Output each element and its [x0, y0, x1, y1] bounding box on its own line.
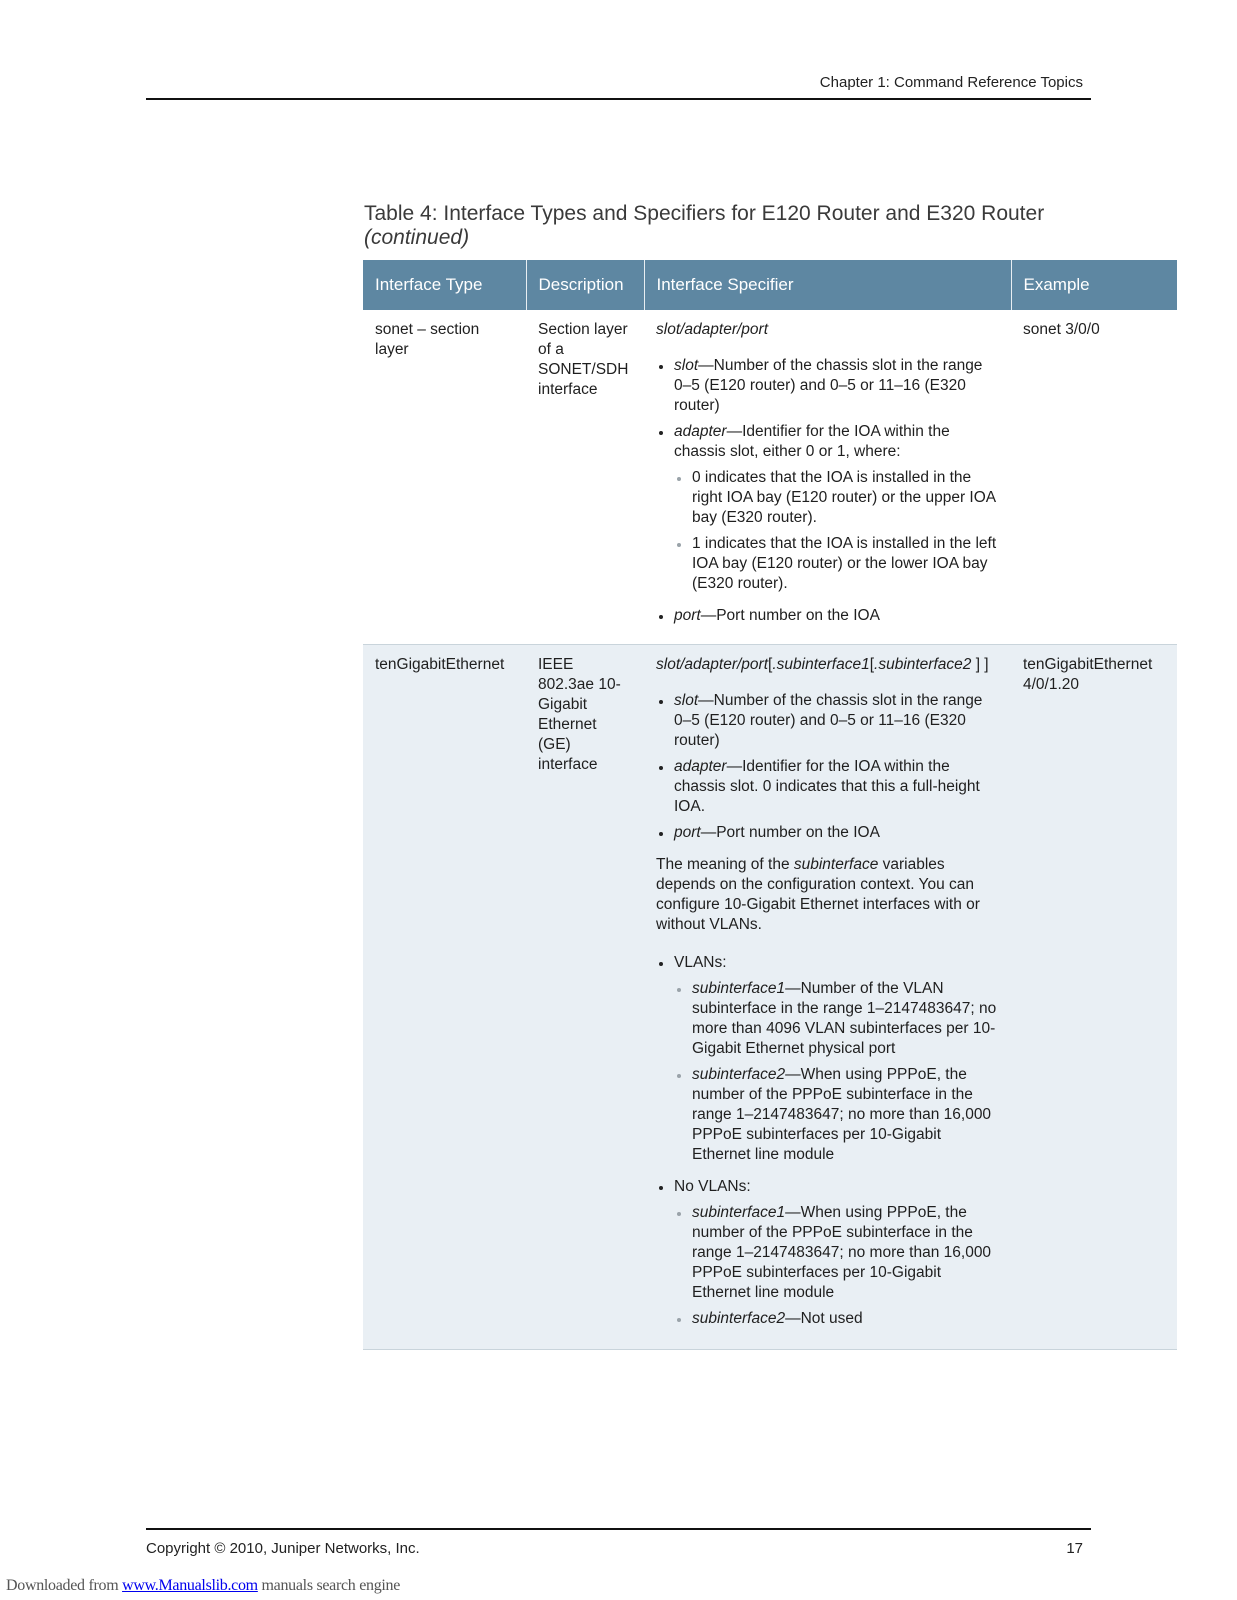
vlan-list [656, 953, 999, 1329]
example-cell: sonet 3/0/0 [1011, 310, 1177, 645]
sub-list-item [674, 1203, 999, 1303]
term: subinterface2 [692, 1066, 786, 1083]
caption-continued: (continued) [364, 226, 470, 249]
definition: —Not used [785, 1310, 863, 1327]
sub-list-item [674, 979, 999, 1059]
specifier-part: .subinterface2 [874, 656, 972, 673]
header-rule [146, 98, 1091, 100]
table-header-row [363, 260, 1177, 310]
definition: —Number of the chassis slot in the range 0–5 (E120 router) and 0–5 or 11–16 (E320 router) [674, 692, 983, 749]
list-item [656, 422, 999, 594]
sub-list [674, 1203, 999, 1329]
definition: —When using PPPoE, the number of the PPPoE subinterface in the range 1–2147483647; no more than 16,000 PPPoE subinterfaces per 10-Gigabit Ethernet line module [692, 1066, 992, 1163]
chapter-header: Chapter 1: Command Reference Topics [819, 74, 1083, 91]
page-number: 17 [1066, 1540, 1083, 1557]
column-header-interface-specifier: Interface Specifier [644, 260, 1011, 310]
specifier-syntax-text: slot/adapter/port [656, 321, 769, 338]
specifier-list [656, 691, 999, 843]
specifier-part: [ [768, 656, 773, 673]
interface-table [363, 260, 1177, 1350]
list-item [656, 606, 999, 626]
interface-type-cell: sonet – section layer [363, 310, 526, 645]
download-suffix: manuals search engine [257, 1577, 401, 1594]
sub-list [674, 468, 999, 594]
sub-list-item [674, 1065, 999, 1165]
no-vlans-label: No VLANs: [674, 1178, 751, 1195]
definition: —Port number on the IOA [700, 607, 880, 624]
column-header-example: Example [1011, 260, 1177, 310]
specifier-syntax [656, 320, 999, 340]
list-item [656, 356, 999, 416]
term: slot [674, 692, 699, 709]
specifier-part: [ [869, 656, 875, 673]
table-caption [364, 202, 1064, 250]
specifier-syntax [656, 655, 999, 675]
term: subinterface1 [692, 980, 786, 997]
specifier-cell [644, 310, 1011, 645]
list-item [656, 691, 999, 751]
definition: —Number of the chassis slot in the range 0–5 (E120 router) and 0–5 or 11–16 (E320 router) [674, 357, 983, 414]
sub-list [674, 979, 999, 1165]
para-term: subinterface [793, 856, 879, 873]
table-row [363, 645, 1177, 1350]
subinterface-paragraph [656, 855, 999, 935]
description-cell: Section layer of a SONET/SDH interface [526, 310, 644, 645]
download-banner [6, 1577, 400, 1595]
list-item [656, 757, 999, 817]
term: slot [674, 357, 699, 374]
definition: —Number of the VLAN subinterface in the range 1–2147483647; no more than 4096 VLAN subinterfaces per 10-Gigabit Ethernet physical port [692, 980, 997, 1057]
list-item [656, 1177, 999, 1329]
definition: —Port number on the IOA [700, 824, 880, 841]
term: port [674, 824, 701, 841]
term: subinterface1 [692, 1204, 786, 1221]
para-text: variables depends on the configuration context. You can configure 10-Gigabit Ethernet interfaces with or without VLANs. [656, 856, 980, 933]
specifier-part: ] ] [971, 656, 989, 673]
definition: —Identifier for the IOA within the chassis slot, either 0 or 1, where: [674, 423, 950, 460]
list-item [656, 823, 999, 843]
download-prefix: Downloaded from [6, 1577, 123, 1594]
column-header-interface-type: Interface Type [363, 260, 526, 310]
para-text: The meaning of the [656, 856, 794, 873]
column-header-description: Description [526, 260, 644, 310]
table-row [363, 310, 1177, 645]
specifier-list [656, 356, 999, 626]
term: adapter [674, 758, 727, 775]
term: subinterface2 [692, 1310, 786, 1327]
sub-list-item [674, 1309, 999, 1329]
definition: —When using PPPoE, the number of the PPPoE subinterface in the range 1–2147483647; no more than 16,000 PPPoE subinterfaces per 10-Gigabit Ethernet line module [692, 1204, 992, 1301]
sub-list-item: 1 indicates that the IOA is installed in the left IOA bay (E120 router) or the lower IOA bay (E320 router). [674, 534, 999, 594]
footer-rule [146, 1528, 1091, 1530]
sub-list-item: 0 indicates that the IOA is installed in the right IOA bay (E120 router) or the upper IOA bay (E320 router). [674, 468, 999, 528]
specifier-part: .subinterface1 [772, 656, 870, 673]
manualslib-link[interactable]: www.Manualslib.com [122, 1577, 258, 1594]
specifier-part: slot/adapter/port [656, 656, 769, 673]
vlans-label: VLANs: [674, 954, 727, 971]
term: port [674, 607, 701, 624]
example-cell: tenGigabitEthernet 4/0/1.20 [1011, 645, 1177, 1350]
definition: —Identifier for the IOA within the chassis slot. 0 indicates that this a full-height IOA. [674, 758, 980, 815]
copyright: Copyright © 2010, Juniper Networks, Inc. [146, 1540, 420, 1557]
specifier-cell [644, 645, 1011, 1350]
description-cell: IEEE 802.3ae 10-Gigabit Ethernet (GE) interface [526, 645, 644, 1350]
interface-type-cell: tenGigabitEthernet [363, 645, 526, 1350]
list-item [656, 953, 999, 1165]
term: adapter [674, 423, 727, 440]
caption-label: Table 4: Interface Types and Specifiers for E120 Router and E320 Router [364, 202, 1045, 225]
